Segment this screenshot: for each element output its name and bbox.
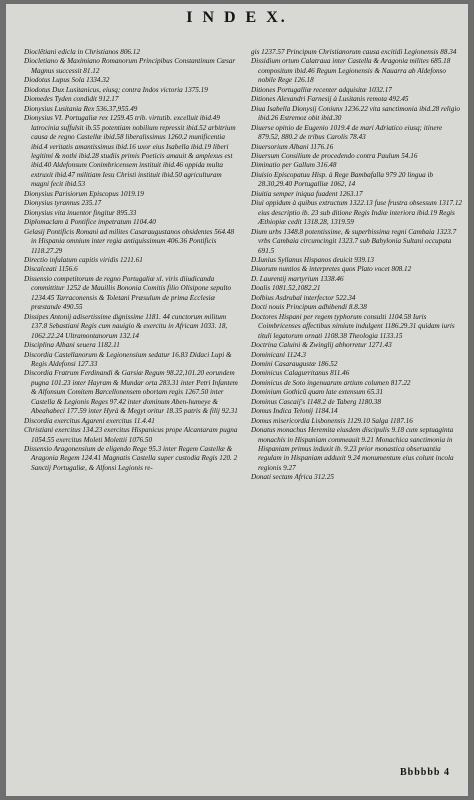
index-entry: Discordia Fratrum Ferdinandi & Garsiæ Regum 98.22,101.20 eorundem pugna 101.23 inter Hayram & Mundar orta 283.31 inter Petri Infantem & Alfonsum Comitem Barcellonensem obortam regis 1267.50 inter Castella & Legionis Reges 97.42 inter dominum Aben-humeye & Abeahabeci 177.59 inter Hyrà & Megyt oritur 18.35 patris & filij 92.31 [24, 369, 238, 416]
index-entry: Directio infulatum capitis viridis 1211.61 [24, 255, 143, 264]
index-entry: Doalis 1081.52,1082.21 [251, 284, 321, 293]
index-entry: Dissidium ortum Calatraua inter Castella & Aragonia milites 685.18 compositum ibid.46 Regum Legionensis & Nauarra ab Aldefonso nobile Rege 126.18 [251, 57, 451, 85]
index-entry: Discordia exercitus Agareni exercitus 11.4.41 [24, 416, 155, 425]
index-entry: Domus misericordia Lisbonensis 1129.10 Salga 1187.16 [251, 416, 413, 425]
index-entry: Docti nouis Principum adhibendi 8.8.38 [251, 303, 367, 312]
index-entry: Dolbius Asdrubal interfector 522.34 [251, 293, 356, 302]
index-entry: Dioclētiani edicla in Christianos 806.12 [24, 48, 140, 56]
index-page [6, 4, 468, 796]
index-entry: Dionysius VI. Portugaliæ rex 1259.45 trib. virtutib. excelluit ibid.49 latrocinia suffulsit ib.55 potentiam nobilium repressit ibid.52 arbitrium causa de regno Castellæ ibid.58 liberalissimus 1260.2 munificentia ibid.4 veritatis amantissimus ibid.16 uxor eius Isabella ibid.19 liberi legitimi & nothi ibid.28 studiis primis Poeticis amauit & amplexus est ibid.40 Aldefonsum Conimbricensem instituit ibid.46 oppida multa extruxit ibid.47 militiam Iesu Christi instituit ibid.50 agriculturam magni fecit ibid.53 [24, 114, 236, 189]
right-column [251, 48, 465, 483]
index-entry: Dionysius Parisiorum Episcopus 1019.19 [24, 189, 144, 198]
index-entry: Doctores Hispani per regem typhorum consulti 1104.58 Iuris Coimbricenses affectibus nimium indulgent 1186.29.31 quidam iuris tituli legatorum ornati 1108.38 Theologia 1133.15 [251, 312, 455, 340]
index-entry: Diuorum nuntios & interpretes quos Plato vocet 808.12 [251, 265, 412, 274]
index-entry: Dionysius Lusitania Rex 536.37,955.49 [24, 104, 138, 113]
signature-mark: Bbbbbb 4 [400, 767, 450, 778]
index-entry: Gelasij Pontificis Romani ad milites Casaraugustanos obsidentes 564.48 in Hispania omnium inter regia antiquissimum 406.36 Pontificis 1118.27.29 [24, 227, 235, 255]
index-entry: Ditiones Portugalliæ recenter adquisitæ 1032.17 [251, 85, 392, 94]
index-entry: Diuersorium Albani 1176.16 [251, 142, 334, 151]
index-entry: Diomedes Tyden condidit 912.17 [24, 95, 119, 104]
index-entry: Domus Indica Telonij 1184.14 [251, 407, 338, 416]
index-entry: Ditiones Alexandri Farnesij à Lusitanis remota 492.45 [251, 95, 409, 104]
index-entry: Dionysius vita inuentor fingitur 895.33 [24, 208, 137, 217]
index-entry: Domini Casaraugustæ 186.52 [251, 359, 338, 368]
index-entry: Diodotus Lupus Sola 1334.32 [24, 76, 110, 85]
index-entry: Dissipes Antonij adisertissime dignissime 1181. 44 cunctorum militum 137.8 Sebastiani Regis cum nauigio & exercitu in Africam 1033. 18, 1062.22.24 Ultramontanorum 132.14 [24, 312, 228, 340]
index-entry: Dominus Cascaij's 1148.2 de Taberg 1180.38 [251, 397, 381, 406]
index-entry: Diodotus Dux Lusitanicus, eiusq; contra Indos victoria 1375.19 [24, 85, 208, 94]
index-entry: Disciplina Albani seuera 1182.11 [24, 341, 120, 350]
index-entry: Diuersum Consilium de procedendo contra Paulum 54.16 [251, 151, 418, 160]
index-entry: Doctrina Caluini & Zwinglij abhorretur 1271.43 [251, 341, 392, 350]
index-entry: gis 1237.57 Principum Christianorum causa excitidi Legionensis 88.34 [251, 48, 457, 56]
index-entry: Diocletiano & Maximiano Romanorum Principibus Constantinum Cæsar Magnus successit 81.12 [24, 57, 236, 75]
left-column [24, 48, 238, 473]
index-entry: Dissensio Aragonensium de eligendo Rege 95.3 inter Regem Castellæ & Aragonia Regem 124.41 Magnatis Castella super custodia Regis 120. 2 Sanctij Portugaliæ, & Alfonsi Legionis re- [24, 445, 238, 472]
index-entry: D.Iunius Syllanus Hispanos deuicit 939.13 [251, 255, 374, 264]
index-entry: Discordia Castellanorum & Legionensium sedatur 16.83 Didaci Lupi & Regis Aldefonsi 127.33 [24, 350, 232, 368]
index-entry: Diplomaclam à Pontifice impetratum 1104.40 [24, 218, 156, 227]
index-entry: Donatus monachus Heremita eiusdem discipulis 9.18 cum septuaginta monachis in Hispaniam commeauit 9.21 Monachica sanctimonia in Hispaniam primus induxit ib. 9.23 prior monastica obseruantia regulam in Hispaniam adduxit 9.24 monumentum eius colunt incola regionis 9.27 [251, 426, 454, 472]
index-entry: Donati sectam Africa 312.25 [251, 473, 334, 482]
index-entry: Dominicani 1124.3 [251, 350, 306, 359]
index-entry: Diuisio Episcopatuu Hisp. à Rege Bambafalla 979 20 lingua ib 28.30,29.40 Portugalliæ 1062, 14 [251, 170, 434, 189]
index-entry: Diminatio per Gallum 316.48 [251, 161, 337, 170]
index-entry: D. Laurentij martyrium 1338.46 [251, 274, 344, 283]
index-entry: Dominicus de Soto ingenuarum artium columen 817.22 [251, 378, 411, 387]
index-entry: Dominicus Calagurritanus 811.46 [251, 369, 350, 378]
index-entry: Dominium Gothicū quam late extensum 65.31 [251, 388, 384, 397]
index-entry: Dissensio competitorum de regno Portugaliæ xl. viris diiudicanda committitur 1252 de Mauillis Bononia Comitis filio Olisipone sepulto 1234.45 Tarraconensis & Toletani Præsulum de prima Ecclesiæ præstande 490.55 [24, 274, 232, 312]
index-entry: Christiani exercitus 134.23 exercitus Hispanicus prope Alcantaram pugna 1054.55 exercitus Moleti Molettii 1076.50 [24, 426, 238, 444]
index-title: I N D E X. [186, 9, 288, 26]
index-entry: Diuerse opinio de Eugenio 1019.4 de mari Adriatico eiusq; itinere 879.52, 880.2 de tribus Carolis 78.43 [251, 123, 443, 142]
index-entry: Diuitia semper iniqua fuadent 1263.17 [251, 189, 363, 198]
index-entry: Diua Isabella Dionysij Coniunx 1236.22 vita sanctimonia ibid.28 religio ibid.26 Estremoz obit ibid.30 [251, 104, 460, 123]
index-entry: Dium urbs 1348.8 potentissime, & superbissima regni Cambaia 1323.7 vrbs Cambaia circumcingit 1323.7 sub Babylonia Sultani occupata 691.5 [251, 227, 457, 255]
index-entry: Dionysius tyrannus 235.17 [24, 199, 102, 208]
index-entry: Diui oppidum à quibus extructum 1322.13 fuse frustra obsessum 1317.12 eius descriptio ib. 23 sub ditione Regis Indiæ interiora ibid.19 Regis Æthiopiæ cedit 1318.28, 1319.59 [251, 199, 463, 227]
index-entry: Discalceati 1156.6 [24, 265, 78, 274]
